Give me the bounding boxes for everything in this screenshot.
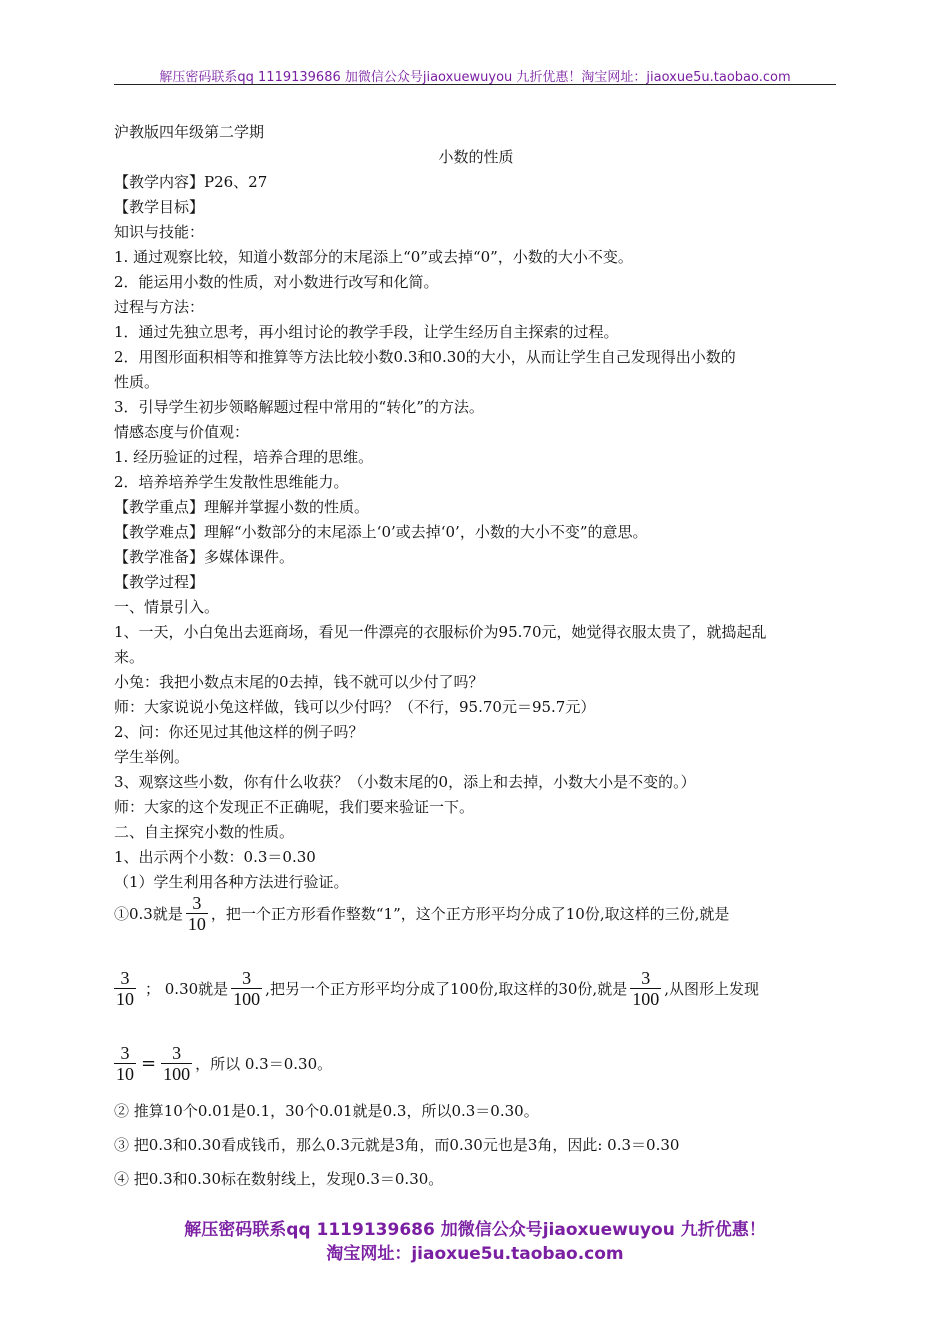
- fraction-3-100: [231, 968, 262, 1009]
- fraction-denominator: 10: [187, 914, 206, 934]
- teacher-line-1: 师：大家说说小兔这样做，钱可以少付吗？（不行，95.70元＝95.7元）: [114, 698, 596, 716]
- method-1-line-3: [114, 1043, 332, 1084]
- procedure-heading: 【教学过程】: [114, 573, 205, 591]
- doc-title: 小数的性质: [438, 148, 514, 166]
- fraction-numerator: 3: [242, 968, 252, 988]
- content-line: 【教学内容】P26、27: [114, 173, 268, 191]
- method-1-text: ，把一个正方形看作整数“1”，这个正方形平均分成了10份,取这样的三份,就是: [210, 905, 730, 923]
- grade-line: 沪教版四年级第二学期: [114, 123, 265, 141]
- knowledge-item-1: 1. 通过观察比较，知道小数部分的末尾添上“0”或去掉“0”，小数的大小不变。: [114, 248, 633, 266]
- section-2-sub-1: （1）学生利用各种方法进行验证。: [114, 873, 349, 891]
- header-divider: [114, 84, 836, 85]
- fraction-numerator: 3: [120, 1043, 130, 1063]
- fraction-numerator: 3: [641, 968, 651, 988]
- method-1-l2-a: ； 0.30就是: [145, 980, 229, 998]
- fraction-3-10: [114, 968, 136, 1009]
- key-point: 【教学重点】理解并掌握小数的性质。: [114, 498, 370, 516]
- process-item-2-cont: 性质。: [114, 373, 160, 391]
- knowledge-item-2: 2．能运用小数的性质，对小数进行改写和化简。: [114, 273, 439, 291]
- method-3: ③ 把0.3和0.30看成钱币，那么0.3元就是3角，而0.30元也是3角，因此: 0.3＝0.30: [114, 1136, 680, 1154]
- goals-heading: 【教学目标】: [114, 198, 205, 216]
- process-item-1: 1．通过先独立思考，再小组讨论的教学手段，让学生经历自主探索的过程。: [114, 323, 619, 341]
- section-1-heading: 一、情景引入。: [114, 598, 220, 616]
- fraction-3-10: [186, 893, 208, 934]
- footer-line-1: 解压密码联系qq 1119139686 加微信公众号jiaoxuewuyou 九折优惠！: [184, 1220, 766, 1240]
- knowledge-heading: 知识与技能：: [114, 223, 205, 241]
- preparation: 【教学准备】多媒体课件。: [114, 548, 295, 566]
- fraction-denominator: 10: [116, 989, 134, 1009]
- fraction-numerator: 3: [192, 893, 202, 913]
- fraction-3-10: [114, 1043, 136, 1084]
- question-3: 3、观察这些小数，你有什么收获？（小数末尾的0，添上和去掉，小数大小是不变的。）: [114, 773, 696, 791]
- difficulty-point: 【教学难点】理解“小数部分的末尾添上‘0’或去掉‘0’，小数的大小不变”的意思。: [114, 523, 648, 541]
- fraction-3-100: [630, 968, 661, 1009]
- method-4: ④ 把0.3和0.30标在数射线上，发现0.3＝0.30。: [114, 1170, 444, 1188]
- fraction-3-100: [161, 1043, 192, 1084]
- story-line-1: 1、一天，小白兔出去逛商场，看见一件漂亮的衣服标价为95.70元，她觉得衣服太贵了，就捣起乱: [114, 623, 767, 641]
- section-2-item-1: 1、出示两个小数：0.3＝0.30: [114, 848, 316, 866]
- process-heading: 过程与方法：: [114, 298, 205, 316]
- fraction-denominator: 10: [116, 1064, 134, 1084]
- section-2-heading: 二、自主探究小数的性质。: [114, 823, 295, 841]
- fraction-denominator: 100: [233, 989, 261, 1009]
- process-item-2: 2．用图形面积相等和推算等方法比较小数0.3和0.30的大小，从而让学生自己发现得出小数的: [114, 348, 736, 366]
- emotion-heading: 情感态度与价值观：: [114, 423, 250, 441]
- question-2: 2、问：你还见过其他这样的例子吗？: [114, 723, 364, 741]
- method-1-prefix: ①0.3就是: [114, 905, 183, 923]
- page-header: 解压密码联系qq 1119139686 加微信公众号jiaoxuewuyou 九折优惠！淘宝网址：jiaoxue5u.taobao.com: [159, 70, 791, 85]
- method-1-conclusion: ，所以 0.3＝0.30。: [195, 1055, 333, 1073]
- rabbit-line: 小兔：我把小数点末尾的0去掉，钱不就可以少付了吗？: [114, 673, 484, 691]
- method-1-l2-c: ,从图形上发现: [664, 980, 759, 998]
- method-1-line-2: [114, 968, 759, 1009]
- method-1-l2-b: ,把另一个正方形平均分成了100份,取这样的30份,就是: [265, 980, 628, 998]
- method-1-line-1: [114, 893, 729, 934]
- emotion-item-2: 2．培养培养学生发散性思维能力。: [114, 473, 349, 491]
- emotion-item-1: 1. 经历验证的过程，培养合理的思维。: [114, 448, 374, 466]
- fraction-denominator: 100: [163, 1064, 191, 1084]
- footer-line-2: 淘宝网址：jiaoxue5u.taobao.com: [326, 1244, 624, 1264]
- fraction-numerator: 3: [172, 1043, 182, 1063]
- teacher-line-2: 师：大家的这个发现正不正确呢，我们要来验证一下。: [114, 798, 475, 816]
- method-2: ② 推算10个0.01是0.1，30个0.01就是0.3，所以0.3＝0.30。: [114, 1102, 539, 1120]
- story-line-2: 来。: [114, 648, 145, 666]
- fraction-numerator: 3: [120, 968, 130, 988]
- process-item-3: 3．引导学生初步领略解题过程中常用的“转化”的方法。: [114, 398, 484, 416]
- fraction-denominator: 100: [632, 989, 660, 1009]
- students-line: 学生举例。: [114, 748, 190, 766]
- equals-sign: =: [141, 1053, 157, 1074]
